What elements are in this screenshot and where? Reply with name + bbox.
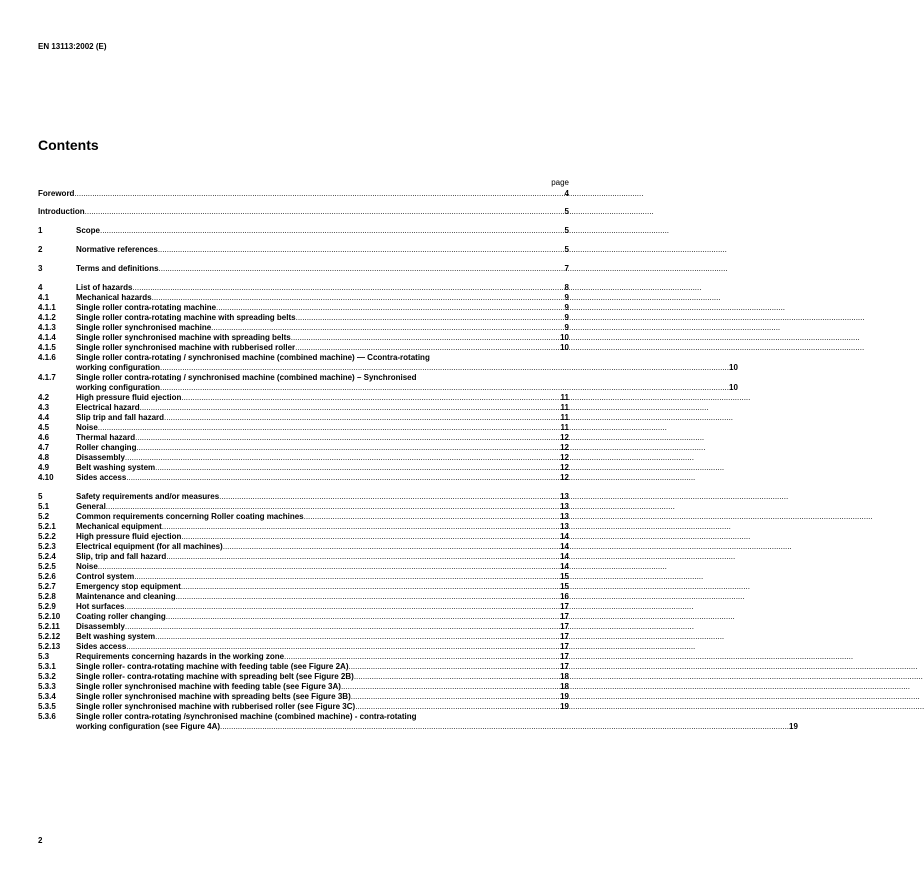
toc-entry-label: Maintenance and cleaning (76, 592, 176, 601)
toc-entry-number: 4 (38, 283, 43, 292)
toc-entry-number: 5.2.9 (38, 602, 56, 611)
toc-entry[interactable] (38, 502, 569, 512)
toc-entry[interactable] (38, 512, 569, 522)
dot-leader (125, 622, 560, 632)
toc-entry-label: Emergency stop equipment (76, 582, 181, 591)
toc-entry-number: 5.3 (38, 652, 50, 661)
toc-entry[interactable] (38, 712, 798, 732)
toc-entry-number: 4.1.1 (38, 303, 56, 312)
toc-entry-number: 5.2.8 (38, 592, 56, 601)
toc-entry-page: 10 (560, 333, 569, 342)
toc-entry-label: Scope (76, 226, 101, 235)
toc-entry-label: Common requirements concerning Roller coating machines (76, 512, 304, 521)
toc-entry[interactable] (38, 313, 569, 323)
toc-entry-label: Single roller synchronised machine with feeding table (see Figure 3A) (76, 682, 341, 691)
table-of-contents (38, 189, 798, 732)
toc-entry-label: Disassembly (76, 622, 125, 631)
dot-leader (341, 682, 560, 692)
toc-entry-page: 17 (560, 622, 569, 631)
toc-entry-number: 4.2 (38, 393, 50, 402)
toc-entry-page: 12 (560, 443, 569, 452)
toc-entry[interactable] (38, 632, 569, 642)
toc-entry-label: Belt washing system (76, 463, 156, 472)
toc-entry-label: Electrical equipment (for all machines) (76, 542, 223, 551)
toc-entry-label: Single roller contra-rotating / synchronised machine (combined machine) – Synchronised (76, 373, 417, 382)
toc-entry-page: 15 (560, 572, 569, 581)
toc-entry-number: 4.1 (38, 293, 50, 302)
toc-entry-page: 13 (560, 492, 569, 501)
toc-entry[interactable] (38, 672, 569, 682)
toc-entry-number: 5.2.10 (38, 612, 61, 621)
toc-entry-page: 9 (564, 313, 569, 322)
toc-entry-number: 5.3.3 (38, 682, 56, 691)
toc-entry-label: Single roller synchronised machine with spreading belts (76, 333, 291, 342)
toc-entry-label: Normative references (76, 245, 158, 254)
dot-leader (304, 512, 560, 522)
toc-entry-page: 9 (564, 303, 569, 312)
toc-entry-number: 4.1.3 (38, 323, 56, 332)
toc-entry-label-continued: working configuration (see Figure 4A) (76, 722, 221, 731)
toc-entry-number: 1 (38, 226, 43, 235)
toc-entry[interactable] (38, 532, 569, 542)
dot-leader (355, 702, 560, 712)
toc-entry-label: Single roller synchronised machine with rubberised roller (see Figure 3C) (76, 702, 356, 711)
dot-leader (159, 264, 565, 274)
toc-entry-label: Coating roller changing (76, 612, 166, 621)
toc-entry-page: 15 (560, 582, 569, 591)
toc-entry-page: 12 (560, 473, 569, 482)
toc-entry[interactable] (38, 473, 569, 483)
dot-leader (216, 303, 565, 313)
toc-entry-label: Belt washing system (76, 632, 156, 641)
toc-entry-number: 5.1 (38, 502, 50, 511)
toc-entry-page: 5 (564, 207, 569, 216)
toc-entry-label: Thermal hazard (76, 433, 136, 442)
dot-leader (223, 542, 560, 552)
toc-entry[interactable] (38, 542, 569, 552)
toc-entry-number: 4.1.2 (38, 313, 56, 322)
dot-leader (152, 293, 565, 303)
dot-leader (211, 323, 564, 333)
dot-leader (155, 463, 560, 473)
toc-entry[interactable] (38, 413, 569, 423)
toc-entry-page: 17 (560, 652, 569, 661)
dot-leader (74, 189, 564, 199)
toc-entry[interactable] (38, 562, 569, 572)
toc-entry-label: Foreword (38, 189, 75, 198)
dot-leader (100, 226, 565, 236)
toc-entry-number: 4.8 (38, 453, 50, 462)
dot-leader (181, 393, 560, 403)
toc-entry-label-continued: working configuration (76, 383, 160, 392)
toc-entry-label-continued: working configuration (76, 363, 160, 372)
toc-entry-page: 5 (564, 245, 569, 254)
toc-entry[interactable] (38, 373, 738, 393)
toc-entry-number: 5.2.4 (38, 552, 56, 561)
toc-entry-number: 4.1.6 (38, 353, 56, 362)
toc-entry[interactable] (38, 303, 569, 313)
toc-entry-page: 13 (560, 512, 569, 521)
toc-entry-number: 4.5 (38, 423, 50, 432)
toc-entry-page: 14 (560, 542, 569, 551)
toc-entry-number: 5.2.3 (38, 542, 56, 551)
toc-entry-number: 5.3.6 (38, 712, 56, 721)
toc-entry-number: 5 (38, 492, 43, 501)
toc-entry-page: 18 (560, 672, 569, 681)
toc-entry-number: 5.2.2 (38, 532, 56, 541)
dot-leader (140, 403, 561, 413)
toc-entry-label: Mechanical hazards (76, 293, 152, 302)
toc-entry-label: Slip, trip and fall hazard (76, 552, 167, 561)
toc-entry-page: 5 (564, 226, 569, 235)
dot-leader (124, 602, 560, 612)
toc-entry[interactable] (38, 353, 738, 373)
toc-entry-label: Roller changing (76, 443, 137, 452)
dot-leader (181, 582, 560, 592)
toc-entry-label: Electrical hazard (76, 403, 140, 412)
dot-leader (291, 333, 560, 343)
dot-leader (220, 722, 789, 732)
toc-entry-label: Safety requirements and/or measures (76, 492, 220, 501)
toc-entry[interactable] (38, 403, 569, 413)
dot-leader (295, 343, 560, 353)
toc-entry-page: 17 (560, 642, 569, 651)
dot-leader (126, 642, 560, 652)
toc-entry-number: 4.1.4 (38, 333, 56, 342)
toc-entry-number: 5.2.1 (38, 522, 56, 531)
toc-entry-label: High pressure fluid ejection (76, 532, 182, 541)
toc-entry-page: 17 (560, 662, 569, 671)
toc-entry[interactable] (38, 662, 569, 672)
toc-entry[interactable] (38, 622, 569, 632)
toc-entry[interactable] (38, 582, 569, 592)
dot-leader (284, 652, 560, 662)
toc-entry-number: 4.9 (38, 463, 50, 472)
dot-leader (351, 692, 560, 702)
dot-leader (98, 562, 560, 572)
toc-entry-page: 11 (560, 393, 569, 402)
toc-entry-page: 13 (560, 502, 569, 511)
dot-leader (85, 207, 565, 217)
toc-entry-page: 19 (789, 722, 798, 731)
toc-entry-label: Control system (76, 572, 135, 581)
toc-entry[interactable] (38, 682, 569, 692)
toc-entry-page: 19 (560, 692, 569, 701)
toc-entry[interactable] (38, 602, 569, 612)
toc-entry-number: 5.2.6 (38, 572, 56, 581)
toc-entry[interactable] (38, 522, 569, 532)
toc-entry[interactable] (38, 226, 569, 236)
toc-entry-number: 4.1.7 (38, 373, 56, 382)
toc-entry-page: 9 (564, 323, 569, 332)
toc-entry-page: 7 (564, 264, 569, 273)
dot-leader (132, 283, 564, 293)
toc-entry-page: 17 (560, 612, 569, 621)
dot-leader (106, 502, 560, 512)
dot-leader (98, 423, 561, 433)
toc-entry[interactable] (38, 652, 569, 662)
toc-entry-page: 14 (560, 532, 569, 541)
dot-leader (155, 632, 560, 642)
toc-entry[interactable] (38, 702, 569, 712)
toc-entry[interactable] (38, 323, 569, 333)
toc-entry-page: 12 (560, 433, 569, 442)
toc-entry-page: 11 (560, 423, 569, 432)
toc-entry-label: List of hazards (76, 283, 133, 292)
toc-entry[interactable] (38, 592, 569, 602)
toc-entry-label: Noise (76, 423, 98, 432)
toc-entry-page: 17 (560, 602, 569, 611)
toc-entry[interactable] (38, 283, 569, 293)
toc-entry-number: 5.2.12 (38, 632, 61, 641)
dot-leader (164, 413, 561, 423)
dot-leader (166, 552, 560, 562)
dot-leader (348, 662, 560, 672)
toc-entry-page: 8 (564, 283, 569, 292)
toc-entry[interactable] (38, 293, 569, 303)
dot-leader (158, 245, 565, 255)
toc-entry-label: Single roller contra-rotating / synchronised machine (combined machine) — Ccontra-rotating (76, 353, 430, 362)
toc-entry-number: 3 (38, 264, 43, 273)
toc-entry[interactable] (38, 423, 569, 433)
toc-entry-label: Single roller synchronised machine (76, 323, 212, 332)
toc-entry-number: 5.3.5 (38, 702, 56, 711)
toc-entry-label: Introduction (38, 207, 85, 216)
toc-entry[interactable] (38, 343, 569, 353)
dot-leader (160, 383, 729, 393)
toc-entry-page: 17 (560, 632, 569, 641)
dot-leader (181, 532, 560, 542)
toc-entry[interactable] (38, 453, 569, 463)
toc-entry-label: Single roller contra-rotating machine (76, 303, 217, 312)
toc-entry-number: 2 (38, 245, 43, 254)
toc-entry-number: 4.10 (38, 473, 54, 482)
toc-entry[interactable] (38, 443, 569, 453)
dot-leader (162, 522, 560, 532)
toc-entry-number: 5.3.1 (38, 662, 56, 671)
toc-entry-label: High pressure fluid ejection (76, 393, 182, 402)
toc-entry[interactable] (38, 433, 569, 443)
dot-leader (160, 363, 729, 373)
toc-entry[interactable] (38, 692, 569, 702)
toc-entry[interactable] (38, 552, 569, 562)
toc-entry[interactable] (38, 572, 569, 582)
toc-entry-label: Sides access (76, 473, 127, 482)
dot-leader (219, 492, 560, 502)
toc-entry-label: Single roller contra-rotating machine with spreading belts (76, 313, 296, 322)
dot-leader (135, 433, 560, 443)
toc-entry-page: 11 (560, 413, 569, 422)
toc-entry-label: Slip trip and fall hazard (76, 413, 165, 422)
dot-leader (134, 572, 560, 582)
toc-entry-page: 14 (560, 552, 569, 561)
toc-entry-number: 4.7 (38, 443, 50, 452)
toc-entry-page: 14 (560, 562, 569, 571)
document-id: EN 13113:2002 (E) (38, 42, 107, 51)
toc-entry-page: 13 (560, 522, 569, 531)
toc-entry-label: Single roller- contra-rotating machine with spreading belt (see Figure 2B) (76, 672, 354, 681)
toc-entry-number: 4.4 (38, 413, 50, 422)
toc-entry-number: 4.6 (38, 433, 50, 442)
toc-entry[interactable] (38, 642, 569, 652)
dot-leader (126, 473, 560, 483)
toc-entry[interactable] (38, 245, 569, 255)
page-title: Contents (38, 137, 99, 153)
toc-entry-label: Requirements concerning hazards in the working zone (76, 652, 285, 661)
toc-entry-number: 5.2.7 (38, 582, 56, 591)
toc-entry[interactable] (38, 264, 569, 274)
toc-entry[interactable] (38, 612, 569, 622)
toc-entry-label: Single roller synchronised machine with spreading belts (see Figure 3B) (76, 692, 351, 701)
dot-leader (354, 672, 560, 682)
toc-entry-page: 12 (560, 453, 569, 462)
toc-entry-page: 10 (729, 363, 738, 372)
toc-entry-page: 12 (560, 463, 569, 472)
toc-entry-label: Single roller synchronised machine with rubberised roller (76, 343, 296, 352)
footer-page-number: 2 (38, 836, 43, 845)
toc-entry-label: Terms and definitions (76, 264, 159, 273)
toc-entry-number: 5.2.11 (38, 622, 60, 631)
page-column-label: page (551, 178, 569, 187)
toc-entry-number: 4.3 (38, 403, 50, 412)
toc-entry-page: 9 (564, 293, 569, 302)
toc-entry[interactable] (38, 463, 569, 473)
toc-entry-page: 16 (560, 592, 569, 601)
toc-entry-label: Sides access (76, 642, 127, 651)
toc-entry-number: 5.2.5 (38, 562, 56, 571)
toc-entry-page: 4 (564, 189, 569, 198)
toc-entry-page: 10 (729, 383, 738, 392)
dot-leader (166, 612, 560, 622)
toc-entry-label: Single roller- contra-rotating machine with feeding table (see Figure 2A) (76, 662, 349, 671)
toc-entry[interactable] (38, 333, 569, 343)
toc-entry-number: 5.3.4 (38, 692, 56, 701)
toc-entry-page: 11 (560, 403, 569, 412)
toc-entry-number: 5.2.13 (38, 642, 61, 651)
toc-entry-number: 5.2 (38, 512, 50, 521)
toc-entry-page: 19 (560, 702, 569, 711)
toc-entry[interactable] (38, 207, 569, 217)
dot-leader (296, 313, 565, 323)
toc-entry-label: Noise (76, 562, 98, 571)
toc-entry-page: 18 (560, 682, 569, 691)
dot-leader (125, 453, 560, 463)
toc-entry-label: General (76, 502, 106, 511)
toc-entry[interactable] (38, 492, 569, 502)
toc-entry[interactable] (38, 189, 569, 199)
toc-entry-label: Mechanical equipment (76, 522, 162, 531)
toc-entry-number: 5.3.2 (38, 672, 56, 681)
toc-entry-number: 4.1.5 (38, 343, 56, 352)
dot-leader (176, 592, 561, 602)
toc-entry-label: Disassembly (76, 453, 125, 462)
toc-entry-label: Hot surfaces (76, 602, 125, 611)
dot-leader (136, 443, 560, 453)
toc-entry[interactable] (38, 393, 569, 403)
toc-entry-page: 10 (560, 343, 569, 352)
toc-entry-label: Single roller contra-rotating /synchronised machine (combined machine) - contra-rotating (76, 712, 417, 721)
